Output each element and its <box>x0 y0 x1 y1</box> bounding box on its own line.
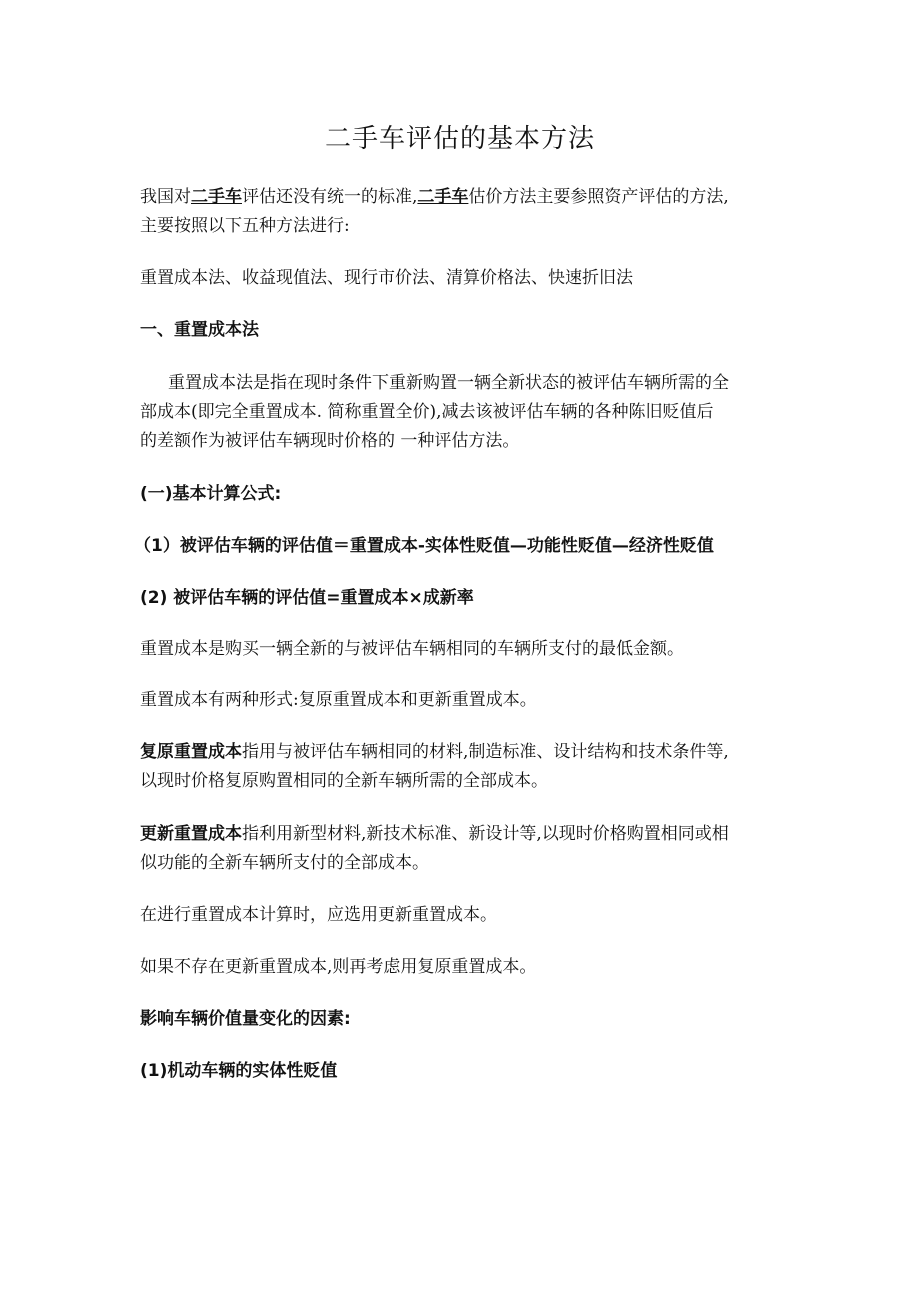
def-line2: 部成本(即完全重置成本. 简称重置全价),减去该被评估车辆的各种陈旧贬值后 <box>140 402 714 422</box>
def-line1: 重置成本法是指在现时条件下重新购置一辆全新状态的被评估车辆所需的全 <box>168 373 729 393</box>
update-cost-line2: 似功能的全新车辆所支付的全部成本。 <box>140 853 429 873</box>
used-car-link-2[interactable]: 二手车 <box>417 187 469 207</box>
intro-text-b: 评估还没有统一的标准, <box>242 187 418 207</box>
formula-1: （1）被评估车辆的评估值＝重置成本-实体性贬值—功能性贬值—经济性贬值 <box>134 536 714 556</box>
intro-text-a: 我国对 <box>140 187 191 207</box>
restore-cost-paragraph <box>140 738 790 796</box>
section1-heading: 一、重置成本法 <box>140 320 259 340</box>
fallback-restore-note: 如果不存在更新重置成本,则再考虑用复原重置成本。 <box>140 957 537 977</box>
intro-paragraph <box>140 183 790 241</box>
page-title: 二手车评估的基本方法 <box>324 124 595 154</box>
restore-cost-term: 复原重置成本 <box>140 742 242 762</box>
update-cost-paragraph <box>140 820 790 878</box>
formula-heading: (一)基本计算公式: <box>140 484 282 504</box>
update-cost-line1: 指利用新型材料,新技术标准、新设计等,以现时价格购置相同或相 <box>242 824 729 844</box>
used-car-link-1[interactable]: 二手车 <box>191 187 242 207</box>
replacement-cost-definition: 重置成本是购买一辆全新的与被评估车辆相同的车辆所支付的最低金额。 <box>140 639 684 659</box>
factors-heading: 影响车辆价值量变化的因素: <box>140 1009 351 1029</box>
choose-update-note: 在进行重置成本计算时，应选用更新重置成本。 <box>140 905 497 925</box>
def-line3: 的差额作为被评估车辆现时价格的 一种评估方法。 <box>140 431 520 451</box>
intro-text-line2: 主要按照以下五种方法进行: <box>140 216 350 236</box>
replacement-cost-forms: 重置成本有两种形式:复原重置成本和更新重置成本。 <box>140 690 537 710</box>
restore-cost-line1: 指用与被评估车辆相同的材料,制造标准、设计结构和技术条件等, <box>242 742 729 762</box>
methods-list: 重置成本法、收益现值法、现行市价法、清算价格法、快速折旧法 <box>140 268 633 288</box>
factor-1: (1)机动车辆的实体性贬值 <box>140 1061 338 1081</box>
restore-cost-line2: 以现时价格复原购置相同的全新车辆所需的全部成本。 <box>140 771 548 791</box>
formula-2: (2) 被评估车辆的评估值=重置成本×成新率 <box>140 588 474 608</box>
section1-definition <box>140 369 790 456</box>
intro-text-c: 估价方法主要参照资产评估的方法, <box>468 187 729 207</box>
update-cost-term: 更新重置成本 <box>140 824 242 844</box>
